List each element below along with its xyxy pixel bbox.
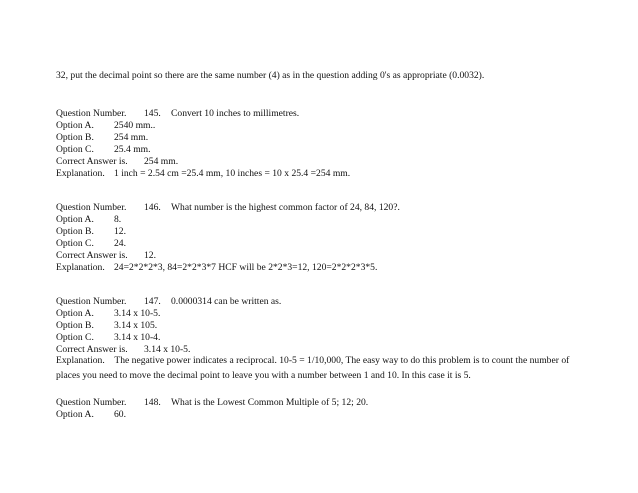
option-a-row	[56, 120, 155, 132]
explanation-text: 24=2*2*2*3, 84=2*2*3*7 HCF will be 2*2*3=12, 120=2*2*2*3*5.	[114, 262, 378, 273]
question-number: 147.	[144, 296, 161, 307]
option-b-value: 3.14 x 105.	[114, 320, 158, 331]
question-text: What number is the highest common factor of 24, 84, 120?.	[171, 202, 400, 213]
correct-answer-value: 3.14 x 10-5.	[144, 344, 191, 355]
option-c-label: Option C.	[56, 332, 94, 343]
option-c-label: Option C.	[56, 238, 94, 249]
option-a-value: 3.14 x 10-5.	[114, 308, 161, 319]
explanation-label: Explanation.	[56, 168, 105, 179]
correct-answer-label: Correct Answer is.	[56, 344, 128, 355]
option-c-row	[56, 238, 126, 250]
explanation-label: Explanation.	[56, 355, 105, 366]
explanation-row	[56, 353, 580, 383]
question-text: 0.0000314 can be written as.	[171, 296, 282, 307]
option-b-row	[56, 132, 148, 144]
question-number-label: Question Number.	[56, 296, 127, 307]
explanation-text: 1 inch = 2.54 cm =25.4 mm, 10 inches = 10 x 25.4 =254 mm.	[114, 168, 351, 179]
explanation-text: The negative power indicates a reciprocal. 10-5 = 1/10,000, The easy way to do this problem is to count the number of places you need to move the decimal point to leave you with a number between 1 and 10. In this case it is 5.	[56, 355, 570, 381]
correct-answer-value: 12.	[144, 250, 156, 261]
correct-answer-value: 254 mm.	[144, 156, 179, 167]
intro-line: 32, put the decimal point so there are the same number (4) as in the question adding 0's as appropriate (0.0032).	[56, 70, 485, 81]
explanation-row	[56, 168, 350, 180]
question-text: What is the Lowest Common Multiple of 5; 12; 20.	[171, 397, 369, 408]
correct-answer-label: Correct Answer is.	[56, 156, 128, 167]
option-b-value: 12.	[114, 226, 126, 237]
correct-answer-row	[56, 250, 156, 262]
question-148-header	[56, 397, 368, 409]
question-number-label: Question Number.	[56, 202, 127, 213]
option-a-label: Option A.	[56, 214, 94, 225]
question-number: 148.	[144, 397, 161, 408]
option-c-value: 25.4 mm.	[114, 144, 151, 155]
option-c-row	[56, 144, 151, 156]
option-a-label: Option A.	[56, 308, 94, 319]
explanation-row	[56, 262, 377, 274]
question-147-header	[56, 296, 281, 308]
option-c-value: 3.14 x 10-4.	[114, 332, 161, 343]
option-b-label: Option B.	[56, 226, 94, 237]
question-number: 145.	[144, 108, 161, 119]
correct-answer-row	[56, 156, 178, 168]
option-a-value: 8.	[114, 214, 122, 225]
question-number-label: Question Number.	[56, 397, 127, 408]
question-number: 146.	[144, 202, 161, 213]
option-a-label: Option A.	[56, 409, 94, 420]
option-b-row	[56, 320, 157, 332]
correct-answer-label: Correct Answer is.	[56, 250, 128, 261]
option-a-row	[56, 409, 126, 421]
question-text: Convert 10 inches to millimetres.	[171, 108, 300, 119]
option-b-row	[56, 226, 126, 238]
option-c-label: Option C.	[56, 144, 94, 155]
question-number-label: Question Number.	[56, 108, 127, 119]
explanation-label: Explanation.	[56, 262, 105, 273]
option-b-label: Option B.	[56, 320, 94, 331]
question-146-header	[56, 202, 400, 214]
option-b-label: Option B.	[56, 132, 94, 143]
option-a-label: Option A.	[56, 120, 94, 131]
option-b-value: 254 mm.	[114, 132, 149, 143]
option-c-row	[56, 332, 160, 344]
question-145-header	[56, 108, 299, 120]
option-a-row	[56, 214, 121, 226]
option-a-value: 2540 mm..	[114, 120, 156, 131]
option-c-value: 24.	[114, 238, 126, 249]
option-a-row	[56, 308, 160, 320]
option-a-value: 60.	[114, 409, 126, 420]
